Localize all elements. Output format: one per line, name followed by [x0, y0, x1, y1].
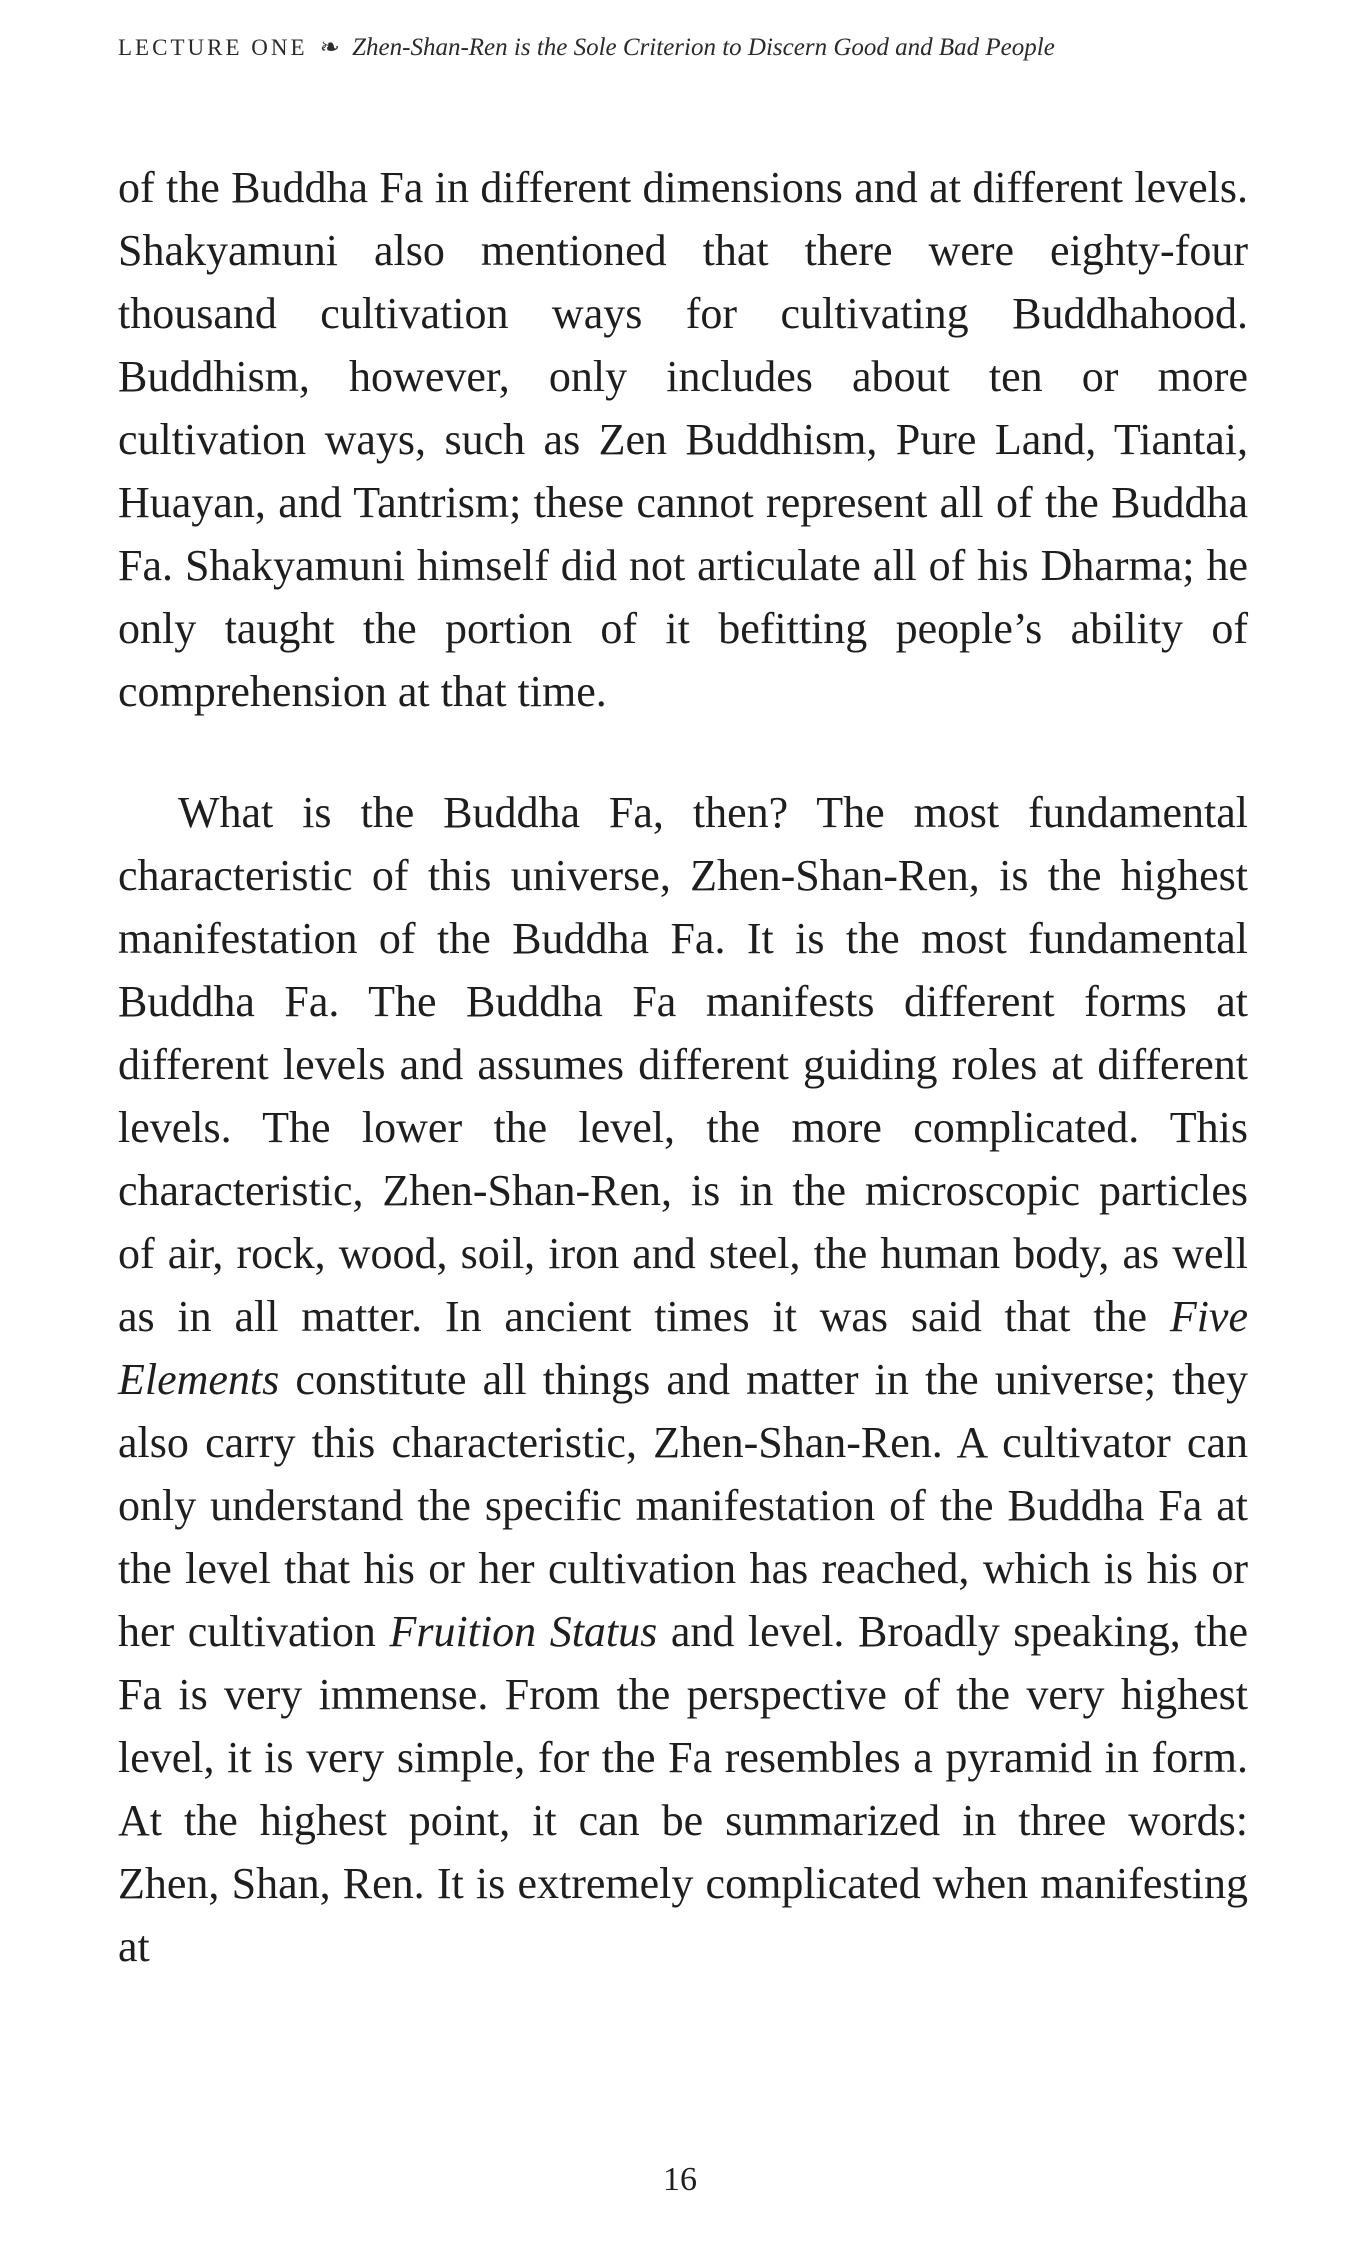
paragraph-text: What is the Buddha Fa, then? The most fundamental characteristic of this universe, Zhen-Shan-Ren, is the highest manifestation of the Buddha Fa. It is the most fundamental Buddha Fa. The Buddha Fa manifests different forms at different levels and assumes different guiding roles at different levels. The lower the level, the more complicated. This characteristic, Zhen-Shan-Ren, is in the microscopic particles of air, rock, wood, soil, iron and steel, the human body, as well as in all matter. In ancient times it was said that the — [118, 788, 1248, 1341]
page-number: 16 — [663, 2161, 697, 2198]
chapter-title: Zhen-Shan-Ren is the Sole Criterion to Discern Good and Bad People — [352, 34, 1055, 61]
paragraph-text: constitute all things and matter in the universe; they also carry this characteristic, Zhen-Shan-Ren. A cultivator can only understand the specific manifestation of the Buddha Fa at the level that his or her cultivation has reached, which is his or her cultivation — [118, 1355, 1248, 1656]
section-label: LECTURE ONE — [118, 35, 308, 60]
paragraph-text: of the Buddha Fa in different dimensions and at different levels. Shakyamuni also mentioned that there were eighty-four thousand cultivation ways for cultivating Buddhahood. Buddhism, however, only includes about ten or more cultivation ways, such as Zen Buddhism, Pure Land, Tiantai, Huayan, and Tantrism; these cannot represent all of the Buddha Fa. Shakyamuni himself did not articulate all of his Dharma; he only taught the portion of it befitting people’s ability of comprehension at that time. — [118, 163, 1248, 716]
paragraph-1 — [118, 156, 1248, 723]
leaf-ornament-icon: ❧ — [319, 35, 340, 61]
running-header — [118, 30, 1248, 66]
paragraph-2 — [118, 781, 1248, 1978]
body-text — [118, 156, 1248, 1978]
paragraph-text: and level. Broadly speaking, the Fa is very immense. From the perspective of the very highest level, it is very simple, for the Fa resembles a pyramid in form. At the highest point, it can be summarized in three words: Zhen, Shan, Ren. It is extremely complicated when manifesting at — [118, 1607, 1248, 1971]
term-fruition-status: Fruition Status — [389, 1607, 658, 1656]
term-five-elements: Five Elements — [118, 1292, 1248, 1404]
